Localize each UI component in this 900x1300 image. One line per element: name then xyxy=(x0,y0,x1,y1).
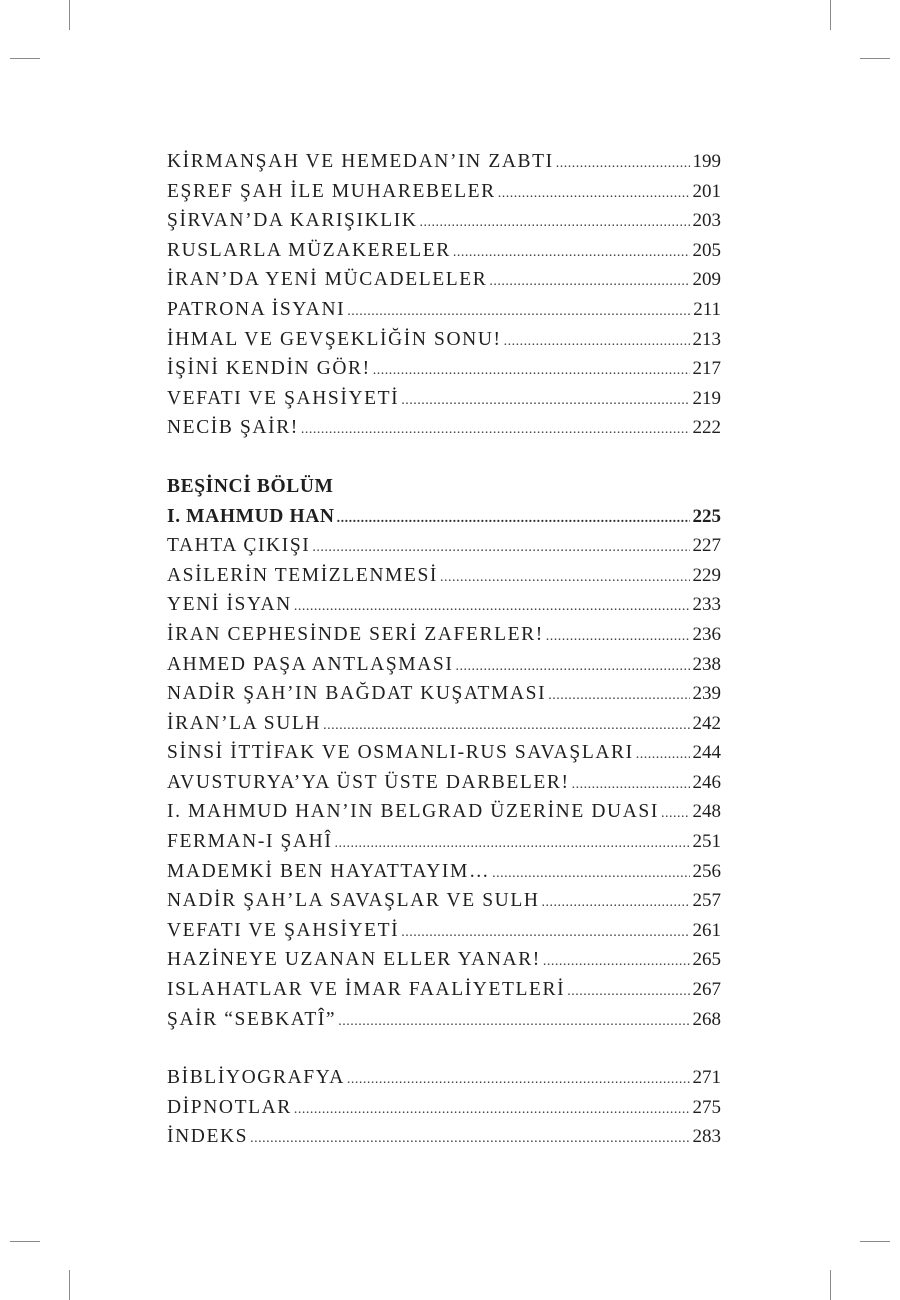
toc-entry-page: 217 xyxy=(692,358,721,380)
leader-dots xyxy=(661,799,690,829)
toc-entry-page: 267 xyxy=(692,979,721,1001)
toc-entry-title: İNDEKS xyxy=(167,1126,249,1148)
toc-entry-title: İRAN’DA YENİ MÜCADELELER xyxy=(167,269,488,291)
toc-entry-page: 205 xyxy=(692,239,721,261)
leader-dots xyxy=(347,1065,690,1095)
leader-dots xyxy=(323,711,689,741)
leader-dots xyxy=(250,1124,689,1154)
leader-dots xyxy=(546,622,690,652)
leader-dots xyxy=(636,740,690,770)
toc-entry xyxy=(167,354,721,384)
toc-entry-title: NADİR ŞAH’IN BAĞDAT KUŞATMASI xyxy=(167,683,547,705)
leader-dots xyxy=(492,859,689,889)
toc-group-back-matter xyxy=(167,1063,721,1152)
toc-entry-page: 251 xyxy=(692,831,721,853)
toc-entry-page: 203 xyxy=(692,210,721,232)
leader-dots xyxy=(347,297,690,327)
toc-entry xyxy=(167,975,721,1005)
toc-entry xyxy=(167,650,721,680)
toc-entry-title: BİBLİYOGRAFYA xyxy=(167,1067,345,1089)
toc-entry-page: 236 xyxy=(692,623,721,645)
toc-entry xyxy=(167,590,721,620)
toc-entry-page: 211 xyxy=(693,298,721,320)
leader-dots xyxy=(337,504,690,534)
toc-entry-page: 213 xyxy=(692,328,721,350)
leader-dots xyxy=(572,770,690,800)
toc-entry xyxy=(167,1005,721,1035)
toc-entry-page: 209 xyxy=(692,269,721,291)
toc-entry-title: SİNSİ İTTİFAK VE OSMANLI-RUS SAVAŞLARI xyxy=(167,742,634,764)
toc-entry-title: KİRMANŞAH VE HEMEDAN’IN ZABTI xyxy=(167,151,554,172)
toc-entry xyxy=(167,384,721,414)
leader-dots xyxy=(567,977,689,1007)
toc-entry xyxy=(167,236,721,266)
leader-dots xyxy=(504,327,690,357)
toc-entry-title: AHMED PAŞA ANTLAŞMASI xyxy=(167,653,454,675)
leader-dots xyxy=(489,267,689,297)
toc-entry-title: FERMAN-I ŞAHÎ xyxy=(167,831,333,853)
leader-dots xyxy=(294,1095,690,1125)
toc-entry xyxy=(167,738,721,768)
spacer xyxy=(167,1034,721,1063)
toc-entry xyxy=(167,295,721,325)
toc-entry-page: 225 xyxy=(692,505,721,527)
toc-entry-title: İRAN CEPHESİNDE SERİ ZAFERLER! xyxy=(167,623,544,645)
toc-entry-title: NECİB ŞAİR! xyxy=(167,417,299,439)
leader-dots xyxy=(420,208,690,238)
leader-dots xyxy=(401,918,689,948)
toc-entry-title: ŞİRVAN’DA KARIŞIKLIK xyxy=(167,210,418,232)
toc-entry-page: 265 xyxy=(692,949,721,971)
leader-dots xyxy=(373,356,690,386)
toc-entry-page: 256 xyxy=(692,860,721,882)
toc-entry xyxy=(167,1093,721,1123)
crop-mark-bottom-right-vertical xyxy=(830,1270,831,1300)
toc-entry-page: 275 xyxy=(692,1096,721,1118)
toc-entry-title: EŞREF ŞAH İLE MUHAREBELER xyxy=(167,180,496,202)
toc-entry xyxy=(167,1122,721,1152)
crop-mark-top-right-horizontal xyxy=(860,58,890,59)
crop-mark-bottom-left-horizontal xyxy=(10,1241,40,1242)
leader-dots xyxy=(401,386,689,416)
toc-entry-page: 222 xyxy=(692,417,721,439)
table-of-contents xyxy=(167,147,721,1152)
section-heading: BEŞİNCİ BÖLÜM xyxy=(167,475,334,497)
leader-dots xyxy=(294,592,690,622)
toc-entry xyxy=(167,857,721,887)
toc-entry xyxy=(167,413,721,443)
crop-mark-bottom-right-horizontal xyxy=(860,1241,890,1242)
toc-entry-title: İRAN’LA SULH xyxy=(167,712,322,734)
toc-entry xyxy=(167,147,721,177)
toc-entry xyxy=(167,768,721,798)
toc-entry xyxy=(167,531,721,561)
toc-entry xyxy=(167,620,721,650)
crop-mark-top-left-horizontal xyxy=(10,58,40,59)
toc-entry-title: AVUSTURYA’YA ÜST ÜSTE DARBELER! xyxy=(167,771,570,793)
section-title-entry xyxy=(167,502,721,532)
toc-entry-title: YENİ İSYAN xyxy=(167,594,292,616)
toc-entry xyxy=(167,679,721,709)
toc-entry-title: MADEMKİ BEN HAYATTAYIM… xyxy=(167,860,491,882)
toc-entry xyxy=(167,561,721,591)
toc-entry-page: 242 xyxy=(692,712,721,734)
leader-dots xyxy=(301,415,690,445)
leader-dots xyxy=(548,681,689,711)
toc-entry-page: 239 xyxy=(692,683,721,705)
toc-entry-title: DİPNOTLAR xyxy=(167,1096,292,1118)
leader-dots xyxy=(312,533,689,563)
toc-entry-page: 244 xyxy=(692,742,721,764)
toc-entry xyxy=(167,709,721,739)
toc-entry-title: PATRONA İSYANI xyxy=(167,298,346,320)
toc-entry xyxy=(167,206,721,236)
crop-mark-top-right-vertical xyxy=(830,0,831,30)
toc-entry-page: 246 xyxy=(692,771,721,793)
toc-entry-page: 199 xyxy=(692,151,721,172)
toc-entry-title: HAZİNEYE UZANAN ELLER YANAR! xyxy=(167,949,541,971)
toc-entry-title: I. MAHMUD HAN xyxy=(167,505,335,527)
toc-entry-title: ASİLERİN TEMİZLENMESİ xyxy=(167,564,439,586)
toc-entry xyxy=(167,325,721,355)
leader-dots xyxy=(455,652,689,682)
leader-dots xyxy=(543,947,690,977)
leader-dots xyxy=(542,888,690,918)
toc-entry-page: 268 xyxy=(692,1008,721,1030)
toc-entry-page: 201 xyxy=(692,180,721,202)
toc-entry-page: 271 xyxy=(692,1067,721,1089)
toc-entry xyxy=(167,177,721,207)
toc-entry xyxy=(167,827,721,857)
toc-entry-title: ŞAİR “SEBKATÎ” xyxy=(167,1008,337,1030)
toc-entry xyxy=(167,916,721,946)
toc-entry-page: 238 xyxy=(692,653,721,675)
toc-entry-title: VEFATI VE ŞAHSİYETİ xyxy=(167,387,400,409)
toc-entry-title: RUSLARLA MÜZAKERELER xyxy=(167,239,451,261)
toc-entry xyxy=(167,886,721,916)
toc-entry xyxy=(167,797,721,827)
toc-entry-page: 283 xyxy=(692,1126,721,1148)
toc-entry-page: 261 xyxy=(692,919,721,941)
toc-entry xyxy=(167,1063,721,1093)
toc-entry xyxy=(167,945,721,975)
toc-entry-title: İŞİNİ KENDİN GÖR! xyxy=(167,358,371,380)
toc-entry xyxy=(167,265,721,295)
leader-dots xyxy=(338,1007,689,1037)
toc-entry-page: 257 xyxy=(692,890,721,912)
toc-entry-title: İHMAL VE GEVŞEKLİĞİN SONU! xyxy=(167,328,502,350)
toc-entry-page: 248 xyxy=(692,801,721,823)
leader-dots xyxy=(556,149,690,179)
crop-mark-top-left-vertical xyxy=(69,0,70,30)
leader-dots xyxy=(334,829,689,859)
crop-mark-bottom-left-vertical xyxy=(69,1270,70,1300)
leader-dots xyxy=(453,238,690,268)
toc-group-chapter-five xyxy=(167,531,721,1034)
toc-entry-title: I. MAHMUD HAN’IN BELGRAD ÜZERİNE DUASI xyxy=(167,801,659,823)
toc-entry-title: VEFATI VE ŞAHSİYETİ xyxy=(167,919,400,941)
toc-entry-title: TAHTA ÇIKIŞI xyxy=(167,535,311,557)
toc-entry-page: 219 xyxy=(692,387,721,409)
leader-dots xyxy=(498,179,690,209)
toc-entry-page: 227 xyxy=(692,535,721,557)
toc-entry-title: ISLAHATLAR VE İMAR FAALİYETLERİ xyxy=(167,979,566,1001)
toc-entry-page: 229 xyxy=(692,564,721,586)
toc-entry-page: 233 xyxy=(692,594,721,616)
toc-group-chapter-four-end xyxy=(167,147,721,443)
toc-entry-title: NADİR ŞAH’LA SAVAŞLAR VE SULH xyxy=(167,890,540,912)
leader-dots xyxy=(440,563,689,593)
